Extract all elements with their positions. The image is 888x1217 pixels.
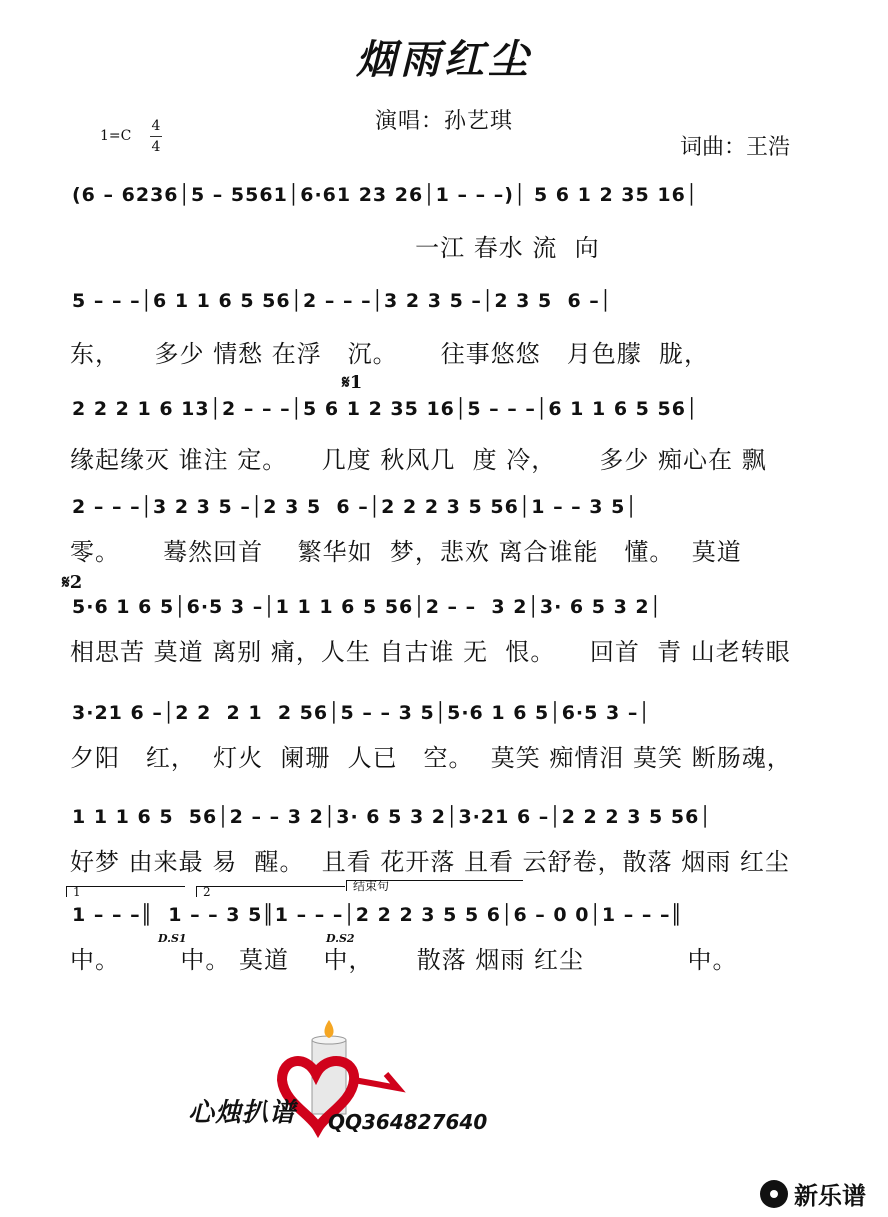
lyrics-row-6: 夕阳 红， 灯火 阑珊 人已 空。 莫笑 痴情泪 莫笑 断肠魂， — [70, 744, 792, 772]
lyrics-row-1: 一江 春水 流 向 — [70, 234, 600, 262]
lyrics-row-2: 东， 多少 情愁 在浮 沉。 往事悠悠 月色朦 胧， — [70, 340, 709, 368]
brand-watermark — [760, 1176, 866, 1211]
notation-row-7: 1 1 1 6 5 56│2 – – 3 2│3· 6 5 3 2│3·21 6 –│2 2 2 3 5 56│ — [72, 806, 712, 828]
disc-icon — [760, 1180, 788, 1208]
brand-text: 新乐谱 — [794, 1182, 866, 1210]
lyrics-row-7: 好梦 由来最 易 醒。 且看 花开落 且看 云舒卷，散落 烟雨 红尘 — [70, 848, 790, 876]
notation-row-2: 5 – – –│6 1 1 6 5 56│2 – – –│3 2 3 5 –│2 3 5 6 –│ — [72, 290, 613, 312]
lyrics-row-8: 中。 中。 莫道 中， 散落 烟雨 红尘 中。 — [70, 946, 738, 974]
segno-1-mark: 𝄋1 — [342, 372, 363, 393]
notation-row-5: 5·6 1 6 5│6·5 3 –│1 1 1 6 5 56│2 – – 3 2│3· 6 5 3 2│ — [72, 596, 663, 618]
composer-credit: 词曲：王浩 — [680, 135, 791, 160]
logo-qq: QQ364827640 — [328, 1110, 488, 1134]
time-signature-top: 4 — [151, 118, 161, 134]
ds2-mark: D.S2 — [326, 932, 355, 945]
volta-2: 2 — [196, 886, 345, 897]
notation-row-8: 1 – – –║ 1 – – 3 5║1 – – –│2 2 2 3 5 5 6│6 – 0 0│1 – – –║ — [72, 904, 683, 926]
notation-row-1: (6 – 6236│5 – 5561│6·61 23 26│1 – – –)│ 5 6 1 2 35 16│ — [72, 184, 699, 206]
lyrics-row-5: 相思苦 莫道 离别 痛，人生 自古谁 无 恨。 回首 青 山老转眼 — [70, 638, 791, 666]
notation-row-6: 3·21 6 –│2 2 2 1 2 56│5 – – 3 5│5·6 1 6 5│6·5 3 –│ — [72, 702, 651, 724]
time-signature-bottom: 4 — [151, 139, 161, 155]
time-signature — [150, 116, 162, 157]
singer-credit: 演唱：孙艺琪 — [374, 109, 513, 134]
logo-text: 心烛扒谱 — [188, 1098, 297, 1128]
notation-row-3: 2 2 2 1 6 13│2 – – –│5 6 1 2 35 16│5 – – –│6 1 1 6 5 56│ — [72, 398, 699, 420]
lyrics-row-3: 缘起缘灭 谁注 定。 几度 秋风几 度 冷， 多少 痴心在 飘 — [70, 446, 767, 474]
ds1-mark: D.S1 — [158, 932, 187, 945]
lyrics-row-4: 零。 蓦然回首 繁华如 梦，悲欢 离合谁能 懂。 莫道 — [70, 538, 742, 566]
key-signature: 1=C — [100, 128, 132, 144]
notation-row-4: 2 – – –│3 2 3 5 –│2 3 5 6 –│2 2 2 3 5 56│1 – – 3 5│ — [72, 496, 638, 518]
volta-1: 1 — [66, 886, 185, 897]
song-title: 烟雨红尘 — [356, 36, 532, 83]
ending-bracket: 结束句 — [346, 880, 523, 891]
segno-2-mark: 𝄋2 — [62, 572, 83, 593]
